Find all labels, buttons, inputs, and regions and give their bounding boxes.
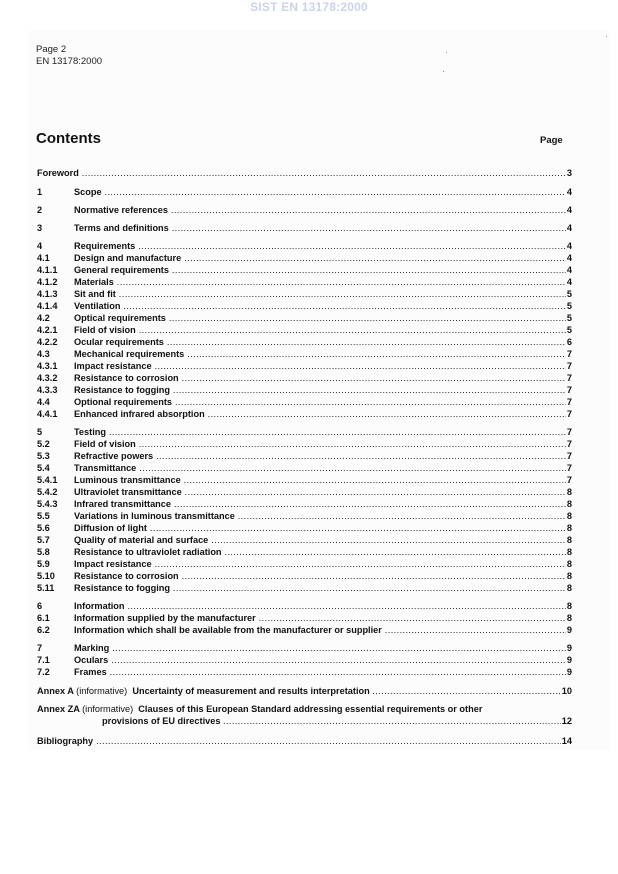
toc-entry[interactable] <box>37 361 572 372</box>
toc-entry[interactable] <box>37 427 572 438</box>
toc-entry-title: Quality of material and surface ..... <box>74 535 572 546</box>
toc-entry-page: 8 <box>566 547 572 557</box>
toc-entry[interactable] <box>37 205 572 216</box>
toc-entry-number: 5.4 <box>37 463 50 473</box>
toc-entry-page: 4 <box>566 205 572 215</box>
contents-title: Contents <box>36 130 101 147</box>
toc-entry-page: 9 <box>566 625 572 635</box>
toc-entry-number: 4.2.1 <box>37 325 58 335</box>
toc-entry-number: 5.11 <box>37 583 55 593</box>
toc-entry-title: Luminous transmittance ..... <box>74 475 572 486</box>
toc-entry[interactable] <box>37 253 572 264</box>
toc-entry-number: 5 <box>37 427 43 437</box>
annex-za-page: 12 <box>561 716 572 726</box>
toc-entry-title: Optional requirements ..... <box>74 397 572 408</box>
toc-entry-number: 5.9 <box>37 559 50 569</box>
toc-entry-page: 5 <box>566 325 572 335</box>
toc-entry-page: 7 <box>566 427 572 437</box>
toc-entry[interactable] <box>37 643 572 654</box>
toc-entry-page: 9 <box>566 655 572 665</box>
toc-entry-page: 7 <box>566 409 572 419</box>
toc-entry[interactable] <box>37 337 572 348</box>
toc-entry-number: 5.4.2 <box>37 487 58 497</box>
toc-entry-page: 7 <box>566 397 572 407</box>
toc-entry-title: Refractive powers ..... <box>74 451 572 462</box>
toc-entry-number: 5.3 <box>37 451 50 461</box>
toc-entry[interactable] <box>37 571 572 582</box>
annex-a-title: Annex A (informative) Uncertainty of measurement and results interpretation ..... <box>37 686 572 697</box>
toc-entry-title: Information which shall be available from the manufacturer or supplier ..... <box>74 625 572 636</box>
toc-entry-title: Resistance to fogging ..... <box>74 385 572 396</box>
toc-entry-number: 4.3 <box>37 349 50 359</box>
toc-entry-page: 4 <box>566 187 572 197</box>
toc-entry-number: 7.2 <box>37 667 50 677</box>
toc-entry-number: 3 <box>37 223 43 233</box>
toc-entry-page: 8 <box>566 487 572 497</box>
bibliography-title: Bibliography ..... <box>37 736 572 747</box>
toc-entry[interactable] <box>37 277 572 288</box>
toc-entry-title: Infrared transmittance ..... <box>74 499 572 510</box>
page-number-label: Page 2 <box>36 44 67 55</box>
toc-entry-page: 8 <box>566 535 572 545</box>
toc-entry[interactable] <box>37 487 572 498</box>
toc-entry[interactable] <box>37 241 572 252</box>
toc-entry[interactable] <box>37 397 572 408</box>
toc-entry[interactable] <box>37 451 572 462</box>
toc-entry-title: General requirements ..... <box>74 265 572 276</box>
toc-entry-title: Impact resistance ..... <box>74 361 572 372</box>
toc-entry-page: 3 <box>566 168 572 178</box>
toc-entry[interactable] <box>37 535 572 546</box>
toc-entry[interactable] <box>37 625 572 636</box>
toc-entry-page: 4 <box>566 223 572 233</box>
toc-entry-number: 5.4.3 <box>37 499 58 509</box>
toc-entry[interactable] <box>37 475 572 486</box>
toc-entry-title: Information supplied by the manufacturer ..... <box>74 613 572 624</box>
annex-za-title-line2: provisions of EU directives <box>102 716 221 726</box>
toc-entry-title: Normative references ..... <box>74 205 572 216</box>
bibliography-entry[interactable] <box>37 736 572 747</box>
annex-a-page: 10 <box>561 686 572 696</box>
toc-entry-number: 5.6 <box>37 523 50 533</box>
toc-entry-page: 5 <box>566 301 572 311</box>
toc-entry-title: Design and manufacture ..... <box>74 253 572 264</box>
toc-entry[interactable] <box>37 439 572 450</box>
standard-reference: EN 13178:2000 <box>36 56 103 67</box>
toc-entry-number: 2 <box>37 205 43 215</box>
toc-entry-title: Diffusion of light ..... <box>74 523 572 534</box>
bibliography-page: 14 <box>561 736 572 746</box>
toc-entry-title: Field of vision ..... <box>74 439 572 450</box>
toc-entry-title: Resistance to ultraviolet radiation ..... <box>74 547 572 558</box>
toc-entry-title: Resistance to corrosion ..... <box>74 373 572 384</box>
toc-entry-title: Ocular requirements ..... <box>74 337 572 348</box>
toc-entry-page: 9 <box>566 667 572 677</box>
toc-entry-number: 7 <box>37 643 43 653</box>
toc-entry-page: 8 <box>566 583 572 593</box>
toc-entry-number: 5.7 <box>37 535 50 545</box>
toc-entry-page: 8 <box>566 613 572 623</box>
toc-entry-page: 4 <box>566 241 572 251</box>
toc-entry-page: 7 <box>566 361 572 371</box>
toc-entry-number: 6.1 <box>37 613 50 623</box>
toc-entry-number: 4.3.1 <box>37 361 58 371</box>
toc-entry[interactable] <box>37 289 572 300</box>
toc-entry-title: Marking ..... <box>74 643 572 654</box>
watermark: SIST EN 13178:2000 <box>250 0 368 14</box>
toc-entry[interactable] <box>37 655 572 666</box>
toc-entry-title: Resistance to corrosion ..... <box>74 571 572 582</box>
toc-entry[interactable] <box>37 601 572 612</box>
toc-entry-page: 7 <box>566 451 572 461</box>
toc-entry[interactable] <box>37 463 572 474</box>
toc-entry-number: 4.4.1 <box>37 409 58 419</box>
toc-entry-number: 4.2.2 <box>37 337 58 347</box>
toc-entry[interactable] <box>37 301 572 312</box>
toc-entry-number: 5.2 <box>37 439 50 449</box>
toc-entry-number: 6.2 <box>37 625 50 635</box>
toc-entry-title: Ultraviolet transmittance ..... <box>74 487 572 498</box>
toc-entry-title: Scope ..... <box>74 187 572 198</box>
toc-entry-number: 4.1.1 <box>37 265 58 275</box>
toc-entry[interactable] <box>37 547 572 558</box>
toc-entry[interactable] <box>37 168 572 179</box>
toc-entry[interactable] <box>37 325 572 336</box>
toc-entry[interactable] <box>37 265 572 276</box>
scan-speck <box>606 36 607 37</box>
toc-entry-page: 8 <box>566 601 572 611</box>
toc-entry-page: 7 <box>566 439 572 449</box>
toc-entry-number: 4.4 <box>37 397 50 407</box>
annex-a-entry[interactable] <box>37 686 572 697</box>
toc-entry-page: 8 <box>566 499 572 509</box>
toc-entry-page: 5 <box>566 313 572 323</box>
toc-entry-title: Resistance to fogging ..... <box>74 583 572 594</box>
toc-entry-page: 7 <box>566 349 572 359</box>
toc-entry-title: Requirements ..... <box>74 241 572 252</box>
toc-entry[interactable] <box>37 313 572 324</box>
toc-entry-number: 4.1.2 <box>37 277 58 287</box>
toc-entry[interactable] <box>37 385 572 396</box>
toc-entry[interactable] <box>37 559 572 570</box>
toc-entry-number: 4.1.3 <box>37 289 58 299</box>
toc-entry-page: 9 <box>566 643 572 653</box>
toc-entry-number: 5.5 <box>37 511 50 521</box>
toc-entry-number: 5.10 <box>37 571 55 581</box>
toc-entry-page: 7 <box>566 373 572 383</box>
toc-entry[interactable] <box>37 409 572 420</box>
toc-entry-page: 8 <box>566 511 572 521</box>
toc-entry-page: 8 <box>566 571 572 581</box>
toc-entry[interactable] <box>37 499 572 510</box>
toc-entry-number: 7.1 <box>37 655 50 665</box>
scan-speck <box>446 52 447 53</box>
annex-za-entry-line1[interactable] <box>37 704 572 715</box>
toc-entry-page: 5 <box>566 289 572 299</box>
toc-entry-number: 4.1 <box>37 253 50 263</box>
toc-entry-number: 1 <box>37 187 43 197</box>
toc-entry[interactable] <box>37 523 572 534</box>
toc-entry-title: Sit and fit ..... <box>74 289 572 300</box>
toc-entry-title: Materials ..... <box>74 277 572 288</box>
page-column-header: Page <box>540 135 563 146</box>
toc-entry[interactable] <box>37 667 572 678</box>
toc-entry[interactable] <box>37 187 572 198</box>
toc-entry-page: 8 <box>566 559 572 569</box>
toc-entry-title: Information ..... <box>74 601 572 612</box>
toc-entry-title: Impact resistance ..... <box>74 559 572 570</box>
toc-entry[interactable] <box>37 511 572 522</box>
toc-entry-page: 4 <box>566 253 572 263</box>
annex-za-entry-line2[interactable] <box>102 716 572 727</box>
toc-entry-title: Oculars ..... <box>74 655 572 666</box>
toc-entry[interactable] <box>37 223 572 234</box>
toc-entry-title: Foreword ..... <box>37 168 572 179</box>
toc-entry-page: 7 <box>566 385 572 395</box>
toc-entry-number: 4.2 <box>37 313 50 323</box>
toc-entry-page: 4 <box>566 265 572 275</box>
toc-entry-title: Testing ..... <box>74 427 572 438</box>
toc-entry-number: 5.4.1 <box>37 475 58 485</box>
toc-entry[interactable] <box>37 613 572 624</box>
toc-entry-number: 4.3.3 <box>37 385 58 395</box>
toc-entry[interactable] <box>37 583 572 594</box>
toc-entry-title: Terms and definitions ..... <box>74 223 572 234</box>
toc-entry-number: 5.8 <box>37 547 50 557</box>
toc-entry[interactable] <box>37 349 572 360</box>
toc-entry-page: 7 <box>566 463 572 473</box>
toc-entry-title: Mechanical requirements ..... <box>74 349 572 360</box>
toc-entry-number: 6 <box>37 601 43 611</box>
annex-za-title-line1: Annex ZA (informative) Clauses of this European Standard addressing essential requirements or other <box>37 704 483 714</box>
toc-entry-page: 7 <box>566 475 572 485</box>
toc-entry-page: 4 <box>566 277 572 287</box>
toc-entry-title: Enhanced infrared absorption ..... <box>74 409 572 420</box>
toc-entry-title: Field of vision ..... <box>74 325 572 336</box>
toc-entry-page: 8 <box>566 523 572 533</box>
scan-speck <box>443 71 444 72</box>
toc-entry[interactable] <box>37 373 572 384</box>
toc-entry-title: Variations in luminous transmittance ..... <box>74 511 572 522</box>
toc-entry-title: Optical requirements ..... <box>74 313 572 324</box>
toc-entry-number: 4 <box>37 241 43 251</box>
toc-entry-number: 4.1.4 <box>37 301 58 311</box>
toc-entry-title: Ventilation ..... <box>74 301 572 312</box>
toc-entry-title: Transmittance ..... <box>74 463 572 474</box>
toc-entry-title: Frames ..... <box>74 667 572 678</box>
toc-entry-number: 4.3.2 <box>37 373 58 383</box>
toc-entry-page: 6 <box>566 337 572 347</box>
